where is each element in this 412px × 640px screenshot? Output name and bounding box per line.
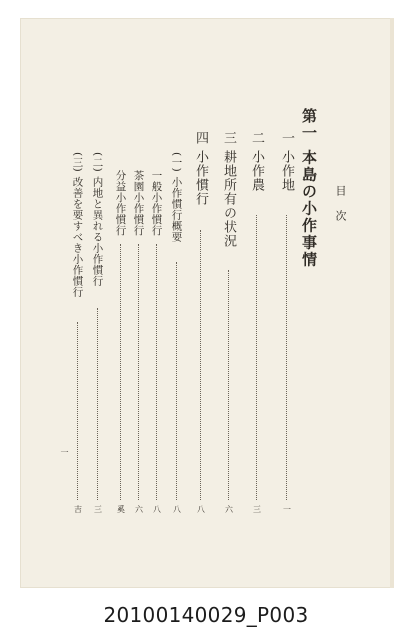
toc-subsection-1: (一) 小作慣行概要 <box>170 152 183 243</box>
page-edge <box>390 18 394 588</box>
leader-dots <box>200 230 201 500</box>
toc-section-3: 三 耕地所有の状況 <box>221 131 236 249</box>
toc-subsection-3: 茶園小作慣行 <box>132 170 145 236</box>
page-number: 三 <box>253 505 261 514</box>
image-caption: 20100140029_P003 <box>103 603 309 627</box>
toc-subsection-6: (三) 改善を要すべき小作慣行 <box>71 152 84 298</box>
leader-dots <box>228 270 229 500</box>
page-number: 六 <box>135 505 143 514</box>
page-number: 奚 <box>117 505 125 514</box>
document-page <box>20 18 392 588</box>
leader-dots <box>156 244 157 500</box>
leader-dots <box>97 308 98 500</box>
toc-subsection-2: 一般小作慣行 <box>150 170 163 236</box>
footer-page-mark: 一 <box>60 448 69 457</box>
page-number: 八 <box>197 505 205 514</box>
page-number: 一 <box>283 505 291 514</box>
toc-title: 目次 <box>334 185 347 235</box>
page-number: 八 <box>173 505 181 514</box>
toc-subsection-4: 分益小作慣行 <box>114 170 127 236</box>
leader-dots <box>77 322 78 500</box>
leader-dots <box>120 244 121 500</box>
leader-dots <box>286 215 287 500</box>
leader-dots <box>176 262 177 500</box>
toc-section-2: 二 小作農 <box>249 131 264 193</box>
leader-dots <box>256 215 257 500</box>
chapter-heading: 第一 本島の小作事情 <box>300 108 318 269</box>
toc-subsection-5: (二) 内地と異れる小作慣行 <box>91 152 104 287</box>
page-number: 吉 <box>74 505 82 514</box>
leader-dots <box>138 244 139 500</box>
page-number: 三 <box>94 505 102 514</box>
page-number: 八 <box>153 505 161 514</box>
toc-section-4: 四 小作慣行 <box>193 131 208 207</box>
toc-section-1: 一 小作地 <box>279 131 294 193</box>
page-number: 六 <box>225 505 233 514</box>
